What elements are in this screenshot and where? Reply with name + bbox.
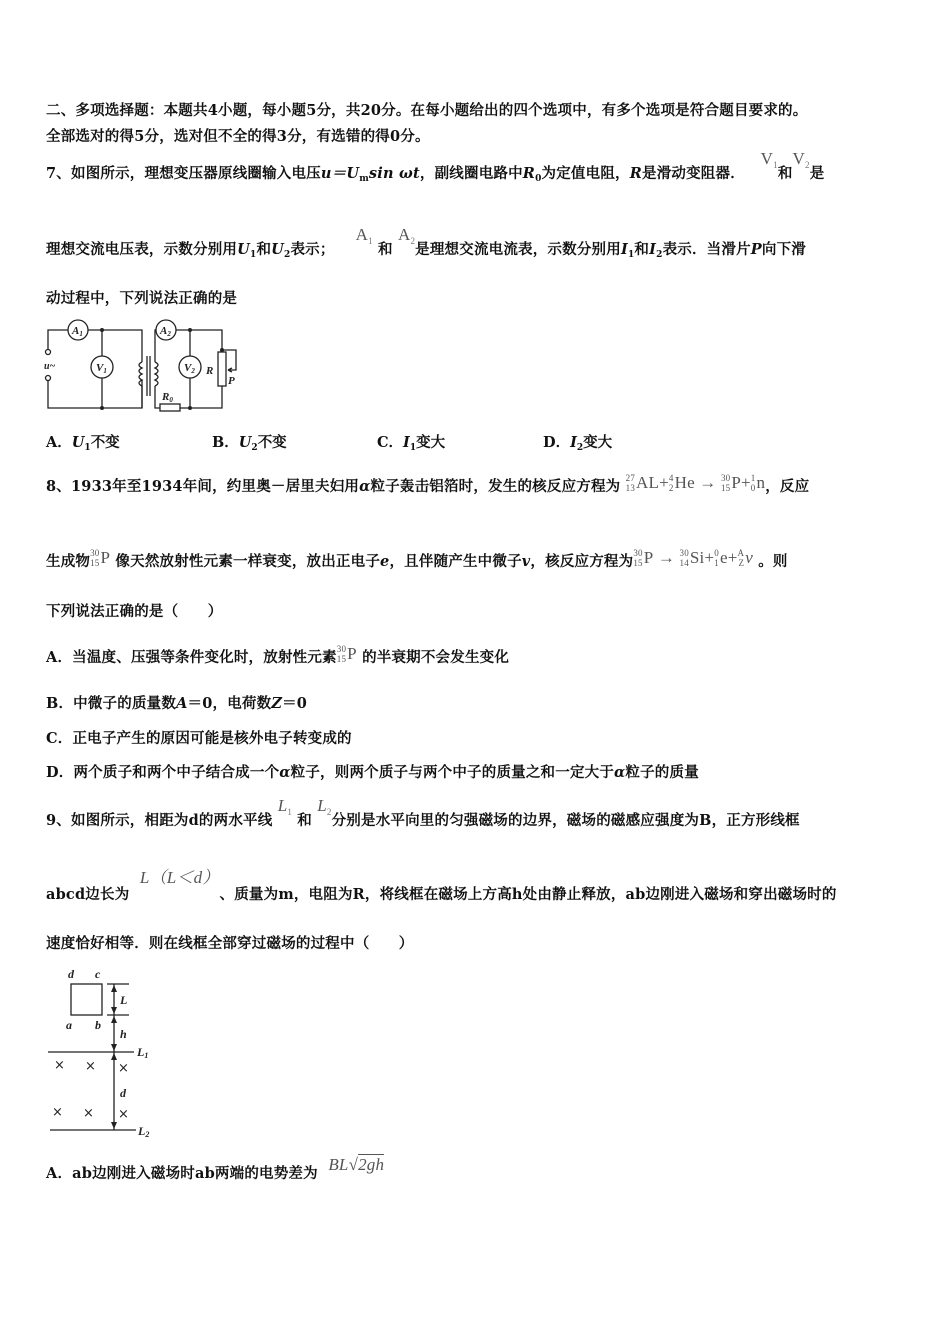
q7-option-d[interactable]: D．$I_2$变大 (543, 434, 613, 453)
q7-stem-line2: 理想交流电压表，示数分别用$U_1$和$U_2$表示； $A_1$ 和 $A_2$是理想交流电流表，示数分别用$I_1$和$I_2$表示．当滑片P向下滑 (46, 225, 806, 260)
a1-label: A1 (72, 325, 83, 338)
a2-label: A2 (160, 325, 171, 338)
side-length-expression: L（L＜d） (139, 868, 220, 887)
u-source-label: u~ (44, 361, 56, 372)
field-cross-icon: × (52, 1105, 63, 1120)
v1-label: V1 (96, 362, 107, 375)
field-cross-icon: × (85, 1059, 96, 1074)
q8-stem-line2: 生成物 30 15 P 像天然放射性元素一样衰变，放出正电子e，且伴随产生中微子v，核反应方程为 30 15 P → 30 14 Si + 0 1 e + A Z ν 。则 (46, 548, 788, 570)
a1-symbol: $A_1$ (355, 225, 373, 246)
nuclear-equation-1: 27 13 AL + 4 2 He → 30 15 P + 1 0 n (625, 473, 766, 493)
boundary-L2-label: L2 (138, 1124, 150, 1139)
corner-a-label: a (66, 1018, 72, 1032)
r-label: R (206, 365, 214, 377)
q7-stem-line1: 7、如图所示，理想变压器原线圈输入电压$u=U_m\sin$ ωt，副线圈电路中$R_0$为定值电阻，R是滑动变阻器． $V_1$和$V_2$是 (46, 149, 825, 184)
field-cross-icon: × (118, 1107, 129, 1122)
l2-symbol: $L_2$ (317, 796, 332, 817)
l1-symbol: $L_1$ (277, 796, 293, 817)
r0-label: R0 (162, 391, 173, 404)
v2-label: V2 (184, 362, 195, 375)
q8-stem-line3: 下列说法正确的是（ ） (46, 603, 223, 620)
v2-symbol: $V_2$ (792, 149, 810, 170)
distance-d-label: d (120, 1086, 126, 1100)
q9-stem-line2: abcd边长为 L（L＜d）、质量为m，电阻为R，将线框在磁场上方高h处由静止释放，ab边刚进入磁场和穿出磁场时的 (46, 868, 837, 903)
corner-c-label: c (95, 967, 101, 981)
q9-option-a[interactable]: A．ab边刚进入磁场时ab两端的电势差为 BL√2gh (46, 1155, 385, 1182)
p-label: P (228, 375, 235, 387)
length-L-label: L (120, 993, 128, 1007)
p30-nucleus: 30 15 P (90, 548, 111, 568)
field-cross-icon: × (118, 1061, 129, 1076)
q8-option-c[interactable]: C．正电子产生的原因可能是核外电子转变成的 (46, 730, 352, 747)
v1-symbol: $V_1$ (760, 149, 778, 170)
q7-option-b[interactable]: B．$U_2$不变 (212, 434, 287, 453)
boundary-L1-label: L1 (137, 1045, 149, 1060)
magnetic-field-diagram (44, 963, 164, 1143)
section-header-line1: 二、多项选择题：本题共4小题，每小题5分，共20分。在每小题给出的四个选项中，有多个选项是符合题目要求的。 (46, 102, 808, 119)
q7-option-a[interactable]: A．$U_1$不变 (46, 434, 120, 453)
field-cross-icon: × (83, 1106, 94, 1121)
height-h-label: h (120, 1027, 127, 1041)
corner-b-label: b (95, 1018, 101, 1032)
q7-option-c[interactable]: C．$I_1$变大 (377, 434, 446, 453)
a2-symbol: $A_2$ (397, 225, 416, 246)
q8-option-b[interactable]: B．中微子的质量数A＝0，电荷数Z＝0 (46, 695, 308, 712)
q8-stem-line1: 8、1933年至1934年间，约里奥－居里夫妇用α粒子轰击铝箔时，发生的核反应方程为 27 13 AL + 4 2 He → 30 15 P + 1 0 n ，反应 (46, 473, 810, 495)
q7-stem-line3: 动过程中，下列说法正确的是 (46, 290, 238, 307)
q9-stem-line3: 速度恰好相等．则在线框全部穿过磁场的过程中（ ） (46, 935, 414, 952)
p30-nucleus: 30 15 P (336, 644, 357, 664)
section-header-line2: 全部选对的得5分，选对但不全的得3分，有选错的得0分。 (46, 128, 430, 145)
corner-d-label: d (68, 967, 74, 981)
q9-stem-line1: 9、如图所示，相距为d的两水平线 $L_1$ 和 $L_2$分别是水平向里的匀强磁场的边界，磁场的磁感应强度为B，正方形线框 (46, 796, 800, 829)
q8-option-d[interactable]: D．两个质子和两个中子结合成一个α粒子，则两个质子与两个中子的质量之和一定大于α粒子的质量 (46, 764, 699, 781)
emf-expression: BL√2gh (328, 1155, 385, 1174)
q8-option-a[interactable]: A．当温度、压强等条件变化时，放射性元素 30 15 P 的半衰期不会发生变化 (46, 644, 510, 666)
field-cross-icon: × (54, 1058, 65, 1073)
nuclear-equation-2: 30 15 P → 30 14 Si + 0 1 e + A Z ν (633, 548, 753, 568)
transformer-circuit-diagram (42, 318, 252, 414)
